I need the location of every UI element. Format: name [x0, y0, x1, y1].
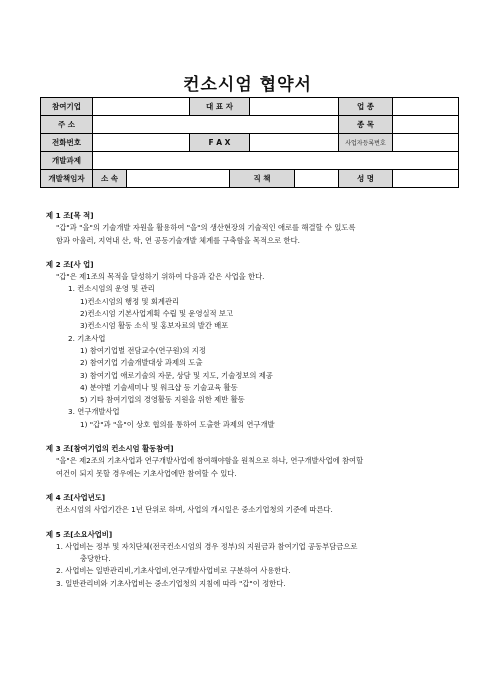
label-name: 성 명 [339, 170, 393, 188]
article-line: 컨소시엄의 사업기간은 1년 단위로 하며, 사업의 개시일은 중소기업청의 기준에 따른다. [56, 505, 333, 515]
article-line: 4) 분야별 기술세미나 및 워크샵 등 기술교육 활동 [80, 382, 238, 392]
table-row [41, 98, 459, 116]
article-heading: 제 2 조[사 업] [46, 259, 94, 269]
value-business-type[interactable] [393, 98, 459, 116]
articles-section [46, 210, 466, 590]
article-1 [46, 210, 466, 247]
value-affiliation[interactable] [127, 170, 230, 188]
article-heading: 제 5 조[소요사업비] [46, 529, 113, 539]
article-line: 2. 사업비는 일반관리비,기초사업비,연구개발사업비로 구분하여 사용한다. [56, 566, 291, 576]
value-name[interactable] [393, 170, 459, 188]
label-position: 직 책 [230, 170, 295, 188]
article-line: 충당한다. [80, 554, 111, 564]
label-business-reg-no: 사업자등록번호 [339, 134, 393, 152]
value-project[interactable] [93, 152, 459, 170]
article-line: 5) 기타 참여기업의 경영활동 지원을 위한 제반 활동 [80, 395, 245, 405]
article-line: 함과 아울러, 지역내 산, 학, 연 공동기술개발 체계를 구축함을 목적으로 한다. [56, 235, 300, 245]
value-position[interactable] [295, 170, 339, 188]
article-line: 2. 기초사업 [68, 333, 106, 343]
article-line: 1) "갑"과 "을"이 상호 협의를 통하여 도출한 과제의 연구개발 [80, 419, 275, 429]
value-phone[interactable] [93, 134, 190, 152]
article-line: 1. 사업비는 정부 및 자치단체(전국컨소시엄의 경우 정부)의 지원금과 참여기업 공동부담금으로 [56, 541, 358, 551]
label-business-type: 업 종 [339, 98, 393, 116]
value-ceo[interactable] [250, 98, 339, 116]
article-line: "갑"과 "을"의 기술개발 자원을 활용하여 "을"의 생산현장의 기술적인 애로를 해결할 수 있도록 [56, 223, 356, 233]
article-line: 3. 연구개발사업 [68, 407, 120, 417]
label-ceo: 대 표 자 [190, 98, 250, 116]
article-heading: 제 1 조[목 적] [46, 211, 94, 220]
article-line: 여건이 되지 못할 경우에는 기초사업에만 참여할 수 있다. [56, 468, 237, 478]
article-heading: 제 3 조[참여기업의 컨소시엄 활동참여] [46, 444, 174, 454]
article-heading: 제 4 조[사업년도] [46, 492, 106, 502]
article-line: 1. 컨소시엄의 운영 및 관리 [68, 284, 155, 294]
label-project: 개발과제 [41, 152, 93, 170]
article-line: 1)컨소시엄의 행정 및 회계관리 [80, 296, 180, 306]
article-line: 3) 참여기업 애로기술의 자문, 상담 및 지도, 기술정보의 제공 [80, 370, 273, 380]
article-line: "을"은 제2조의 기초사업과 연구개발사업에 참여해야함을 원칙으로 하나, 연구개발사업에 참여할 [56, 456, 364, 466]
article-line: 3)컨소시엄 활동 소식 및 홍보자료의 발간 배포 [80, 321, 229, 331]
value-business-reg-no[interactable] [393, 134, 459, 152]
value-company[interactable] [93, 98, 190, 116]
article-4 [46, 492, 466, 517]
company-info-table [40, 97, 459, 188]
article-line: 2)컨소시엄 기본사업계획 수립 및 운영실적 보고 [80, 309, 234, 319]
table-row [41, 116, 459, 134]
label-address: 주 소 [41, 116, 93, 134]
table-row [41, 170, 459, 188]
label-company: 참여기업 [41, 98, 93, 116]
label-phone: 전화번호 [41, 134, 93, 152]
article-2 [46, 259, 466, 431]
article-3 [46, 443, 466, 480]
label-affiliation: 소 속 [93, 170, 127, 188]
label-project-lead: 개발책임자 [41, 170, 93, 188]
value-address[interactable] [93, 116, 339, 134]
label-fax: F A X [190, 134, 250, 152]
table-row [41, 134, 459, 152]
article-line: "갑"은 제1조의 목적을 달성하기 위하여 다음과 같은 사업을 한다. [56, 272, 265, 282]
article-line: 2) 참여기업 기술개발대상 과제의 도출 [80, 358, 203, 368]
table-row [41, 152, 459, 170]
article-5 [46, 529, 466, 590]
article-line: 3. 일반관리비와 기초사업비는 중소기업청의 지침에 따라 "갑"이 정한다. [56, 578, 286, 588]
article-line: 1) 참여기업별 전담교수(연구원)의 지정 [80, 345, 206, 355]
document-title: 컨소시엄 협약서 [183, 75, 312, 95]
value-fax[interactable] [250, 134, 339, 152]
label-business-item: 종 목 [339, 116, 393, 134]
value-business-item[interactable] [393, 116, 459, 134]
